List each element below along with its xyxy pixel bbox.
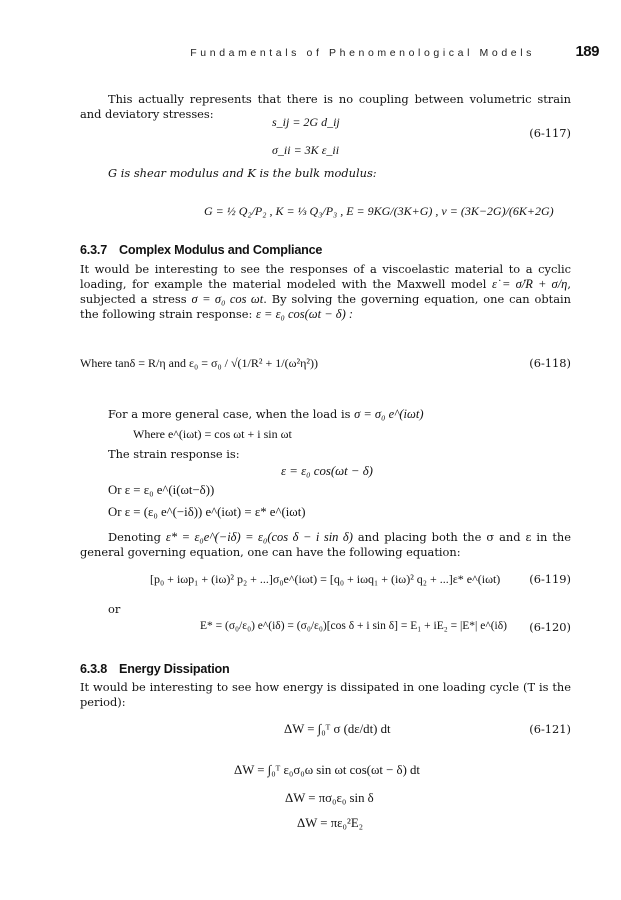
or-equation-2	[108, 505, 306, 520]
paragraph-complex-modulus	[80, 262, 571, 322]
section-title: Energy Dissipation	[119, 662, 230, 676]
where-euler-line	[133, 427, 292, 442]
or-equation-1	[108, 483, 214, 498]
equation-dw-2	[234, 763, 420, 778]
equation-dw-3	[285, 791, 374, 806]
equation-number-6-119: (6-119)	[529, 572, 571, 586]
or-equation-1-text: Or ε = ε₀ e^(i(ωt−δ))	[108, 483, 215, 497]
equation-moduli	[204, 204, 554, 219]
equation-dw-4	[297, 816, 363, 831]
denote-equation: ε* = ε₀e^(−iδ) = ε₀(cos δ − i sin δ)	[165, 530, 353, 544]
equation-number-6-120: (6-120)	[529, 620, 571, 634]
section-title: Complex Modulus and Compliance	[119, 243, 323, 257]
paragraph-intro: This actually represents that there is no coupling between volumetric strain and deviatory stresses:	[80, 92, 571, 121]
equation-moduli-text: G = ½ Q₂/P₂ , K = ⅓ Q₃/P₃ , E = 9KG/(3K+G) , ν = (3K−2G)/(6K+2G)	[204, 204, 554, 218]
equation-6-121	[284, 722, 391, 737]
equation-6-118-text: Where tanδ = R/η and ε₀ = σ₀ / √(1/R² + 1/(ω²η²))	[80, 356, 318, 370]
equation-number-6-118: (6-118)	[529, 356, 571, 370]
stress-equation: σ = σ₀ cos ωt	[191, 292, 264, 306]
strain-response-equation	[281, 464, 373, 479]
paragraph-general-case-text: For a more general case, when the load is	[108, 407, 351, 421]
section-number: 6.3.7	[80, 243, 108, 257]
maxwell-equation: ε̇ = σ̇/R + σ/η	[491, 277, 568, 291]
paragraph-moduli: G is shear modulus and K is the bulk modulus:	[108, 166, 377, 180]
paragraph-energy: It would be interesting to see how energy is dissipated in one loading cycle (T is the period):	[80, 680, 571, 709]
equation-6-117-line2-text: σ_ii = 3K ε_ii	[272, 143, 340, 157]
strain-response-label: The strain response is:	[108, 447, 240, 461]
equation-6-117-line1	[272, 115, 340, 130]
strain-response-equation-text: ε = ε₀ cos(ωt − δ)	[281, 464, 373, 478]
section-number: 6.3.8	[80, 662, 108, 676]
equation-6-117-line2	[272, 143, 339, 158]
page-number: 189	[575, 43, 599, 60]
paragraph-complex-modulus-part3: . By solving the governing equation, one can obtain the following strain response:	[80, 292, 572, 321]
equation-6-119	[150, 572, 500, 587]
equation-6-119-text: [p₀ + iωp₁ + (iω)² p₂ + ...]σ₀e^(iωt) = [q₀ + iωq₁ + (iω)² q₂ + ...]ε* e^(iωt)	[150, 572, 501, 586]
equation-6-120	[200, 620, 507, 632]
where-euler-text: Where e^(iωt) = cos ωt + i sin ωt	[133, 427, 292, 441]
paragraph-complex-modulus-part1: It would be interesting to see the responses of a viscoelastic material to a cyclic loading, for example the material modeled with the Maxwell model	[80, 262, 571, 291]
equation-6-118	[80, 356, 318, 371]
equation-6-117-line1-text: s_ij = 2G d_ij	[272, 115, 340, 129]
equation-6-120-text: E* = (σ₀/ε₀) e^(iδ) = (σ₀/ε₀)[cos δ + i sin δ] = E₁ + iE₂ = |E*| e^(iδ)	[200, 620, 507, 632]
section-heading-6-3-8	[80, 662, 230, 676]
equation-dw-3-text: ΔW = πσ₀ε₀ sin δ	[285, 791, 374, 805]
paragraph-general-case	[108, 407, 423, 422]
equation-dw-4-text: ΔW = πε₀²E₂	[297, 816, 364, 830]
paragraph-complex-modulus-part2: , subjected a stress	[80, 277, 571, 306]
equation-6-121-text: ΔW = ∫₀ᵀ σ (dε/dt) dt	[284, 722, 391, 736]
paragraph-denoting	[80, 530, 571, 560]
section-heading-6-3-7	[80, 243, 322, 257]
equation-number-6-117: (6-117)	[529, 126, 571, 140]
paragraph-denoting-part2: and placing both the σ and ε in the general governing equation, one can have the following equation:	[80, 530, 572, 559]
strain-equation: ε = ε₀ cos(ωt − δ) :	[255, 307, 354, 321]
load-equation: σ = σ₀ e^(iωt)	[354, 407, 424, 421]
equation-number-6-121: (6-121)	[529, 722, 571, 736]
or-label: or	[108, 602, 121, 616]
equation-dw-2-text: ΔW = ∫₀ᵀ ε₀σ₀ω sin ωt cos(ωt − δ) dt	[234, 763, 420, 777]
or-equation-2-text: Or ε = (ε₀ e^(−iδ)) e^(iωt) = ε* e^(iωt)	[108, 505, 306, 519]
running-head: Fundamentals of Phenomenological Models	[190, 47, 535, 59]
paragraph-denoting-part1: Denoting	[108, 530, 161, 544]
